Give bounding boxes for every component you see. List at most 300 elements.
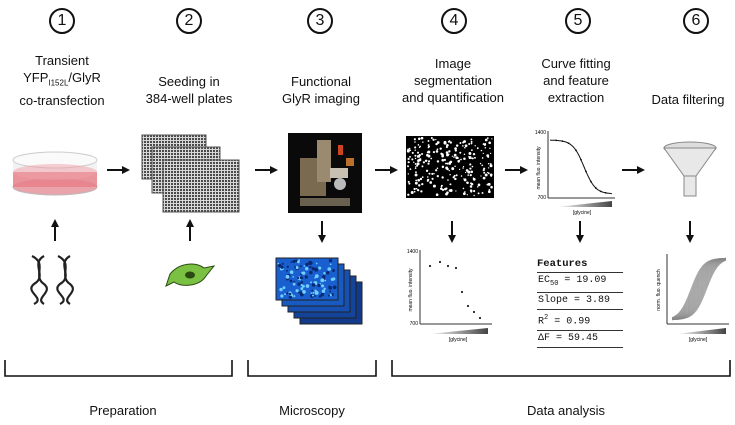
raw-y-bottom-label: 700 (409, 321, 418, 327)
microscopy-cell (312, 295, 314, 297)
step-3-title: Functional GlyR imaging (281, 74, 361, 106)
fit-data-point (562, 140, 564, 142)
microscopy-cell (282, 263, 284, 265)
fit-curve (550, 140, 612, 194)
segmented-cell (455, 154, 456, 155)
microscopy-cell (297, 260, 300, 263)
segmented-cell (428, 146, 430, 148)
segmented-cell (490, 186, 493, 189)
segmented-cell (471, 149, 473, 151)
raw-data-point (455, 267, 457, 269)
microscopy-cell (320, 278, 324, 282)
segmented-cell (470, 189, 472, 191)
step-5-number: 5 (565, 8, 591, 34)
segmented-cell (467, 194, 468, 195)
segmented-cell (488, 141, 491, 144)
segmented-cell (469, 163, 471, 165)
features-box (537, 258, 623, 345)
segmented-cell (488, 167, 489, 168)
segmented-cell (441, 155, 444, 158)
segmented-cell (414, 138, 416, 140)
segmented-cell (441, 176, 443, 178)
segmented-cell (452, 156, 453, 157)
segmented-cell (431, 178, 433, 180)
segmented-cell (421, 153, 423, 155)
microscopy-cell (324, 280, 326, 282)
microscopy-cell (302, 290, 306, 294)
raw-y-top-label: 1400 (406, 249, 418, 255)
fit-data-point (568, 142, 570, 144)
segmented-cell (471, 143, 473, 145)
segmented-cell (491, 138, 492, 139)
segmented-cell (449, 174, 450, 175)
segmented-cell (459, 160, 460, 161)
segmented-cell (446, 163, 448, 165)
microscopy-cell (312, 292, 314, 294)
microscopy-cell (322, 290, 325, 293)
segmented-cell (488, 190, 491, 193)
dna-icon (31, 256, 73, 304)
segmented-cell (429, 181, 432, 184)
raw-data-point (447, 265, 449, 267)
segmented-cell (468, 152, 471, 155)
group-label-preparation: Preparation (89, 403, 157, 418)
segmented-cell (449, 183, 451, 185)
feature-delta-f: ΔF = 59.45 (537, 331, 623, 348)
filter-x-axis-label: [glycine] (688, 337, 708, 343)
segmented-cell (471, 157, 473, 159)
microscopy-cell (287, 266, 289, 268)
segmented-cell (441, 185, 443, 187)
segmented-cell (414, 141, 416, 143)
segmented-cell (415, 166, 416, 167)
segmented-cell (428, 140, 430, 142)
microscopy-cell (297, 282, 300, 285)
segmented-cell (437, 175, 439, 177)
segmented-cell (468, 156, 469, 157)
segmented-cell (408, 161, 410, 163)
fit-x-axis-label: [glycine] (572, 210, 592, 216)
raw-data-point (473, 311, 475, 313)
segmented-cell (421, 137, 424, 140)
microscopy-cell (327, 267, 331, 271)
segmented-cell (415, 182, 418, 185)
microscopy-cell (290, 280, 293, 283)
segmented-cell (413, 188, 415, 190)
microscopy-cell (311, 292, 313, 294)
segmented-cell (412, 152, 414, 154)
segmented-cell (414, 146, 416, 148)
segmented-cell (470, 171, 473, 174)
segmented-cell (473, 178, 476, 181)
microscopy-cell (305, 267, 308, 270)
segmented-cell (482, 157, 484, 159)
microscopy-cell (310, 281, 312, 283)
segmented-cell (489, 148, 490, 149)
microscopy-cell (322, 275, 325, 278)
raw-data-point (439, 261, 441, 263)
segmented-cell (420, 178, 422, 180)
segmented-cell (418, 137, 421, 140)
segmented-cell (460, 159, 462, 161)
petri-dish-icon (13, 152, 97, 195)
microscopy-cell (329, 259, 332, 262)
segmented-cell (411, 158, 413, 160)
segmented-cell (433, 173, 434, 174)
segmented-cell (423, 161, 425, 163)
microscopy-cell (321, 284, 324, 287)
segmented-cell (474, 145, 475, 146)
fit-plot (535, 130, 615, 216)
segmented-cell (409, 183, 410, 184)
fit-data-point (600, 190, 602, 192)
segmented-cell (478, 184, 481, 187)
step-2-number: 2 (176, 8, 202, 34)
segmented-cell (447, 179, 449, 181)
step-3-number: 3 (307, 8, 333, 34)
group-label-data-analysis: Data analysis (526, 403, 606, 418)
segmented-cell (429, 173, 430, 174)
microscopy-cell (296, 289, 299, 292)
step-6-number: 6 (683, 8, 709, 34)
segmented-cell (426, 160, 427, 161)
fit-data-point (575, 150, 577, 152)
segmented-cell (407, 165, 409, 167)
segmented-cell (453, 176, 455, 178)
microscopy-cell (319, 295, 322, 298)
segmented-cell (432, 139, 434, 141)
segmented-cell (418, 144, 420, 146)
microscopy-cell (305, 275, 308, 278)
segmented-cell (448, 154, 449, 155)
feature-slope: Slope = 3.89 (537, 293, 623, 310)
segmented-cell (454, 166, 456, 168)
microscopy-cell (326, 271, 329, 274)
step-6-title: Data filtering (651, 92, 725, 107)
microscopy-cell (289, 296, 292, 299)
segmented-cell (485, 147, 487, 149)
bracket-preparation (5, 360, 232, 376)
microscopy-cell (317, 284, 320, 287)
microscopy-cell (304, 265, 306, 267)
segmented-cell (483, 172, 485, 174)
segmented-cell (470, 185, 473, 188)
segmented-cell (477, 147, 479, 149)
microscopy-cell (294, 266, 296, 268)
segmented-cell (422, 141, 423, 142)
segmented-cell (418, 184, 420, 186)
segmented-cell (481, 150, 482, 151)
segmented-cell (470, 139, 472, 141)
fit-data-point (555, 139, 557, 141)
raw-data-point (429, 265, 431, 267)
step-4-title: Image segmentation and quantification (402, 56, 504, 105)
segmented-cell (414, 191, 416, 193)
fit-data-point (590, 181, 592, 183)
fit-y-bottom-label: 700 (537, 195, 546, 201)
fit-concentration-wedge (556, 201, 612, 207)
microscopy-cell (280, 294, 283, 297)
segmented-cell (459, 152, 461, 154)
microscopy-cell (315, 274, 319, 278)
microscopy-cell (283, 286, 286, 289)
microscopy-cell (324, 288, 326, 290)
microscopy-cell (330, 294, 332, 296)
microscopy-cell (289, 293, 292, 296)
segmented-cell (487, 137, 489, 139)
segmented-cell (448, 170, 449, 171)
segmented-cell (431, 137, 433, 139)
segmented-cell (456, 174, 458, 176)
feature-r2: $R^2 = 0.99$ (537, 310, 623, 331)
raw-concentration-wedge (428, 328, 488, 334)
step-1-title: Transient $YFP_{I152L}$/GlyR co-transfection (19, 53, 105, 108)
segmented-cell (471, 183, 473, 185)
segmented-cell (483, 177, 486, 180)
microscopy-cell (279, 288, 282, 291)
segmented-cell (456, 144, 458, 146)
segmented-cell (470, 174, 472, 176)
segmented-cell (463, 166, 464, 167)
microscopy-cell (312, 283, 316, 287)
segmented-cell (484, 144, 486, 146)
segmented-cell (426, 170, 428, 172)
segmented-cell (490, 164, 493, 167)
segmented-cell (439, 147, 441, 149)
filter-y-axis-label: norm. fluo. quench (656, 269, 662, 311)
segmented-cell (453, 156, 454, 157)
segmented-cell (446, 151, 449, 154)
microscopy-cell (297, 277, 299, 279)
microscopy-cell (286, 275, 290, 279)
microscopy-cell (286, 270, 288, 272)
segmented-cell (451, 167, 454, 170)
raw-y-axis-label: mean fluo. intensity (408, 268, 414, 312)
segmented-cell (478, 192, 480, 194)
segmented-cell (468, 143, 470, 145)
segmented-cell (413, 162, 414, 163)
raw-data-point (467, 305, 469, 307)
microscopy-cell (281, 266, 284, 269)
bracket-microscopy (248, 360, 376, 376)
segmented-cell (419, 146, 421, 148)
segmented-cell (465, 144, 468, 147)
segmented-cell (473, 190, 475, 192)
segmented-cell (464, 178, 467, 181)
fit-data-point (580, 159, 582, 161)
microscopy-cell (309, 266, 312, 269)
microscopy-cell (299, 291, 302, 294)
segmented-cell (463, 188, 465, 190)
microscopy-cell (306, 284, 310, 288)
segmented-cell (465, 172, 466, 173)
segmented-cell (450, 189, 453, 192)
segmented-cell (433, 185, 436, 188)
segmented-cell (463, 192, 466, 195)
segmented-cell (427, 179, 429, 181)
microscopy-cell (300, 276, 303, 279)
filter-concentration-wedge (676, 328, 726, 334)
segmented-cell (437, 160, 439, 162)
segmented-cell (411, 191, 414, 194)
segmented-cell (455, 190, 456, 191)
segmented-cell (417, 189, 419, 191)
segmented-cell (480, 163, 481, 164)
segmented-cell (436, 150, 439, 153)
filter-curve (672, 259, 726, 320)
segmented-cell (480, 175, 481, 176)
segmented-cell (440, 153, 442, 155)
segmented-cell (469, 168, 471, 170)
funnel-icon (664, 142, 716, 196)
segmented-cell (489, 189, 491, 191)
fit-y-top-label: 1400 (534, 130, 546, 136)
group-label-microscopy: Microscopy (279, 403, 345, 418)
microscopy-cell (301, 272, 304, 275)
segmented-cell (407, 150, 410, 153)
segmented-cell (488, 183, 491, 186)
segmented-cell (428, 160, 430, 162)
segmented-cell (446, 168, 448, 170)
microscope-photo (288, 133, 362, 213)
microscopy-cell (293, 295, 295, 297)
microscopy-cell (292, 260, 295, 263)
segmented-cell (450, 141, 452, 143)
microscopy-cell (309, 271, 312, 274)
segmented-cell (482, 192, 484, 194)
segmented-cell (466, 182, 469, 185)
segmented-cell (440, 187, 443, 190)
segmented-cell (459, 142, 461, 144)
segmented-cell (463, 157, 466, 160)
segmented-cell (415, 158, 416, 159)
segmented-cell (490, 153, 491, 154)
filter-plot (656, 254, 729, 343)
step-2-title: Seeding in 384-well plates (145, 74, 233, 106)
segmented-cell (490, 175, 491, 176)
raw-data-point (479, 317, 481, 319)
segmented-cell (446, 188, 447, 189)
step-1-number: 1 (49, 8, 75, 34)
microscopy-cell (330, 263, 332, 265)
microscopy-cell (277, 265, 279, 267)
microscopy-cell (300, 265, 302, 267)
feature-ec50: $EC_{50} = 19.09$ (537, 273, 623, 293)
microscopy-cell (293, 281, 295, 283)
segmented-cell (466, 169, 469, 172)
segmented-cell (444, 159, 446, 161)
segmented-cell (431, 173, 433, 175)
microscopy-image-stack (276, 258, 362, 324)
segmented-cell (459, 169, 460, 170)
segmented-cell (446, 191, 449, 194)
segmented-cell (407, 194, 409, 196)
microscopy-cell (296, 266, 299, 269)
segmented-cell (415, 180, 417, 182)
segmented-cell (422, 176, 424, 178)
segmented-cell (415, 167, 417, 169)
segmented-cell (448, 141, 449, 142)
segmented-cell (462, 167, 464, 169)
segmented-cell (408, 181, 410, 183)
microscopy-cell (329, 290, 331, 292)
segmented-cell (427, 176, 428, 177)
segmented-cell (427, 163, 429, 165)
segmented-cell (454, 147, 457, 150)
fit-data-point (585, 171, 587, 173)
microscopy-cell (290, 270, 294, 274)
segmented-cell (488, 163, 490, 165)
segmented-cell (417, 152, 419, 154)
segmented-cell (483, 153, 484, 154)
segmented-cell (437, 167, 439, 169)
microscopy-cell (286, 292, 288, 294)
microscopy-cell (332, 269, 335, 272)
raw-x-axis-label: [glycine] (448, 337, 468, 343)
segmented-cell (461, 175, 463, 177)
segmented-cell (427, 151, 429, 153)
microscopy-cell (333, 285, 337, 289)
segmented-cell (414, 155, 416, 157)
segmented-cell (417, 179, 420, 182)
segmented-cell (474, 157, 476, 159)
segmented-cell (419, 154, 421, 156)
raw-scatter-plot (407, 249, 492, 343)
fit-data-point (605, 192, 607, 194)
segmented-cell (407, 158, 409, 160)
step-5-title: Curve fitting and feature extraction (541, 56, 611, 105)
segmented-cell (416, 188, 418, 190)
segmented-cell (446, 146, 448, 148)
microscopy-cell (312, 267, 315, 270)
microscopy-cell (292, 276, 294, 278)
microscopy-cell (318, 267, 321, 270)
segmented-cell (408, 173, 409, 174)
segmented-cell (464, 191, 466, 193)
segmented-cell (450, 161, 453, 164)
segmented-cell (428, 155, 431, 158)
segmented-cell (437, 148, 439, 150)
segmented-cell (435, 139, 436, 140)
segmented-cell (463, 140, 466, 143)
fit-data-point (595, 187, 597, 189)
segmented-cell (454, 178, 456, 180)
step-4-number: 4 (441, 8, 467, 34)
microscopy-cell (298, 259, 300, 261)
segmented-cell (483, 169, 485, 171)
segmented-cell (421, 183, 423, 185)
microscopy-cell (301, 284, 303, 286)
segmented-cell (435, 143, 437, 145)
microscopy-cell (308, 261, 312, 265)
segmented-cell (415, 163, 417, 165)
bracket-data-analysis (392, 360, 730, 376)
segmented-cell (464, 154, 466, 156)
segmented-cell (442, 166, 444, 168)
microscopy-cell (331, 278, 334, 281)
cell-icon (166, 264, 214, 286)
fit-y-axis-label: mean fluo. intensity (536, 146, 542, 190)
segmented-cell (433, 151, 435, 153)
segmented-cell (486, 154, 489, 157)
microscopy-cell (316, 263, 318, 265)
well-plates-icon (142, 135, 239, 212)
segmented-cell (415, 149, 416, 150)
segmented-cell (485, 139, 488, 142)
microscopy-cell (284, 293, 286, 295)
segmented-cell (435, 169, 437, 171)
microscopy-cell (328, 285, 330, 287)
